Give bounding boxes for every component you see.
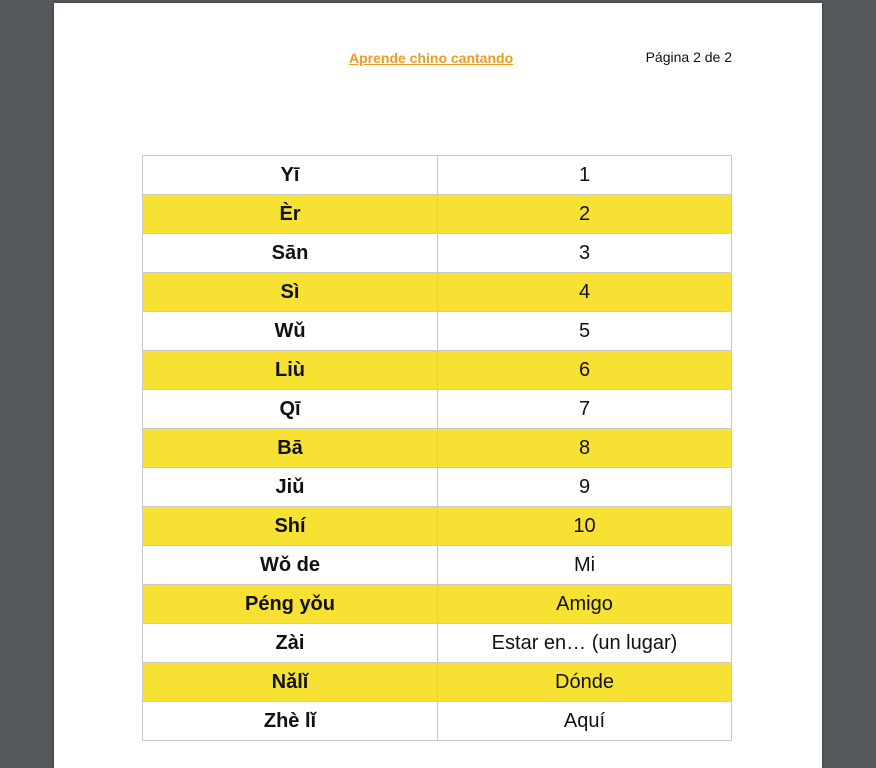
pinyin-cell: Sì (143, 273, 438, 312)
pinyin-cell: Zhè lǐ (143, 702, 438, 741)
table-row (143, 390, 732, 429)
meaning-cell: 9 (438, 468, 732, 507)
pinyin-cell: Shí (143, 507, 438, 546)
pinyin-cell: Wǔ (143, 312, 438, 351)
meaning-cell: 10 (438, 507, 732, 546)
meaning-cell: 5 (438, 312, 732, 351)
pinyin-cell: Wǒ de (143, 546, 438, 585)
table-row (143, 273, 732, 312)
table-row (143, 234, 732, 273)
table-row (143, 351, 732, 390)
header-link[interactable]: Aprende chino cantando (349, 50, 514, 66)
meaning-cell: 3 (438, 234, 732, 273)
table-row (143, 702, 732, 741)
meaning-cell: 4 (438, 273, 732, 312)
pinyin-cell: Bā (143, 429, 438, 468)
table-row (143, 468, 732, 507)
table-row (143, 429, 732, 468)
table-row (143, 195, 732, 234)
meaning-cell: 1 (438, 156, 732, 195)
pinyin-cell: Èr (143, 195, 438, 234)
pinyin-cell: Zài (143, 624, 438, 663)
pinyin-cell: Sān (143, 234, 438, 273)
meaning-cell: Dónde (438, 663, 732, 702)
pinyin-cell: Liù (143, 351, 438, 390)
document-page (54, 3, 822, 768)
page-indicator: Página 2 de 2 (645, 49, 732, 65)
table-row (143, 585, 732, 624)
meaning-cell: Aquí (438, 702, 732, 741)
pinyin-cell: Yī (143, 156, 438, 195)
table-row (143, 507, 732, 546)
pinyin-cell: Jiǔ (143, 468, 438, 507)
meaning-cell: 7 (438, 390, 732, 429)
meaning-cell: 8 (438, 429, 732, 468)
table-row (143, 312, 732, 351)
table-row (143, 624, 732, 663)
table-row (143, 663, 732, 702)
meaning-cell: Amigo (438, 585, 732, 624)
pinyin-cell: Qī (143, 390, 438, 429)
vocabulary-table (142, 155, 732, 741)
table-row (143, 156, 732, 195)
meaning-cell: 6 (438, 351, 732, 390)
table-row (143, 546, 732, 585)
meaning-cell: Mi (438, 546, 732, 585)
meaning-cell: Estar en… (un lugar) (438, 624, 732, 663)
meaning-cell: 2 (438, 195, 732, 234)
pinyin-cell: Péng yǒu (143, 585, 438, 624)
pinyin-cell: Nǎlǐ (143, 663, 438, 702)
